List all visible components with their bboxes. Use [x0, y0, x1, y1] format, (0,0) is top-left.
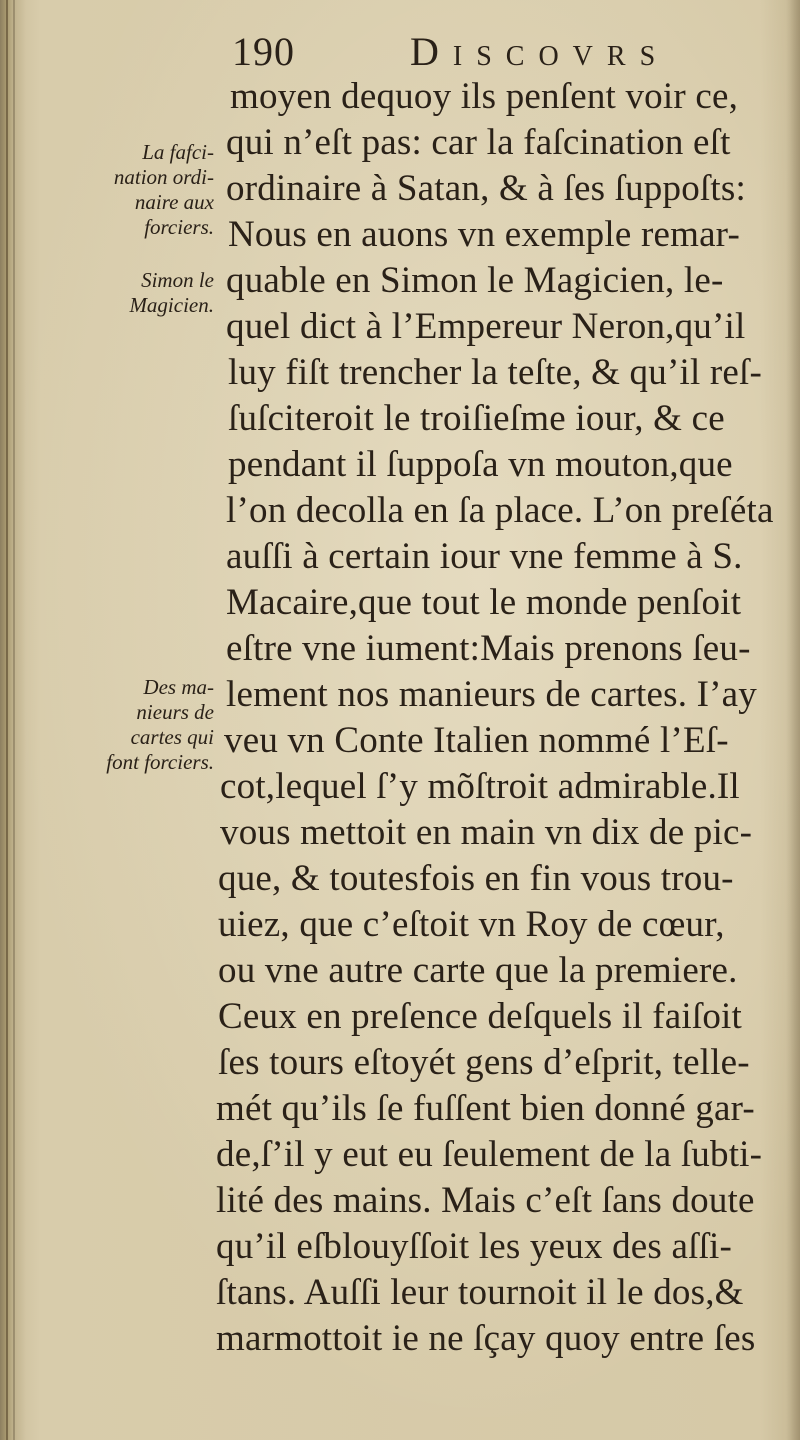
- body-line: Macaire,que tout le monde penſoit: [226, 582, 742, 623]
- body-line: qui n’eſt pas: car la faſcination eſt: [226, 122, 731, 163]
- body-line: ſtans. Auſſi leur tournoit il le dos,&: [216, 1272, 744, 1313]
- margin-note-line: Simon le: [141, 268, 214, 292]
- binding-gutter: [0, 0, 26, 1440]
- body-line: de,ſ’il y eut eu ſeulement de la ſubti-: [216, 1134, 763, 1175]
- body-line: pendant il ſuppoſa vn mouton,que: [228, 444, 733, 485]
- body-line: eſtre vne iument:Mais prenons ſeu-: [226, 628, 751, 669]
- body-line: auſſi à certain iour vne femme à S.: [226, 536, 743, 577]
- body-line: ſuſciteroit le troiſieſme iour, & ce: [228, 398, 725, 439]
- body-line: ou vne autre carte que la premiere.: [218, 950, 738, 991]
- body-line: quable en Simon le Magicien, le-: [226, 260, 724, 301]
- body-line: moyen dequoy ils penſent voir ce,: [230, 76, 739, 117]
- body-line: qu’il eſblouyſſoit les yeux des aſſi-: [216, 1226, 733, 1267]
- margin-note-fascination: [60, 140, 214, 240]
- body-line: lement nos manieurs de cartes. I’ay: [226, 674, 757, 715]
- page-number: 190: [232, 29, 295, 74]
- body-line: Ceux en preſence deſquels il faiſoit: [218, 996, 742, 1037]
- margin-note-line: Des ma-: [143, 675, 214, 699]
- margin-note-line: nation ordi-: [113, 165, 214, 189]
- gutter-line: [6, 0, 8, 1440]
- body-line: marmottoit ie ne ſçay quoy entre ſes: [216, 1318, 756, 1359]
- body-line: luy fiſt trencher la teſte, & qu’il reſ-: [228, 352, 763, 393]
- margin-note-line: Magicien.: [129, 293, 214, 317]
- margin-note-line: nieurs de: [136, 700, 214, 724]
- body-line: mét qu’ils ſe fuſſent bien donné gar-: [216, 1088, 755, 1129]
- body-line: veu vn Conte Italien nommé l’Eſ-: [224, 720, 729, 761]
- body-line: l’on decolla en ſa place. L’on preſéta: [226, 490, 774, 531]
- body-line: ordinaire à Satan, & à ſes ſuppoſts:: [226, 168, 746, 209]
- body-line: cot,lequel ſ’y mõſtroit admirable.Il: [220, 766, 740, 807]
- margin-note-line: forciers.: [144, 215, 214, 239]
- body-line: quel dict à l’Empereur Neron,qu’il: [226, 306, 746, 347]
- body-line: Nous en auons vn exemple remar-: [228, 214, 740, 255]
- gutter-line: [13, 0, 15, 1440]
- margin-note-line: font forciers.: [106, 750, 214, 774]
- body-line: uiez, que c’eſtoit vn Roy de cœur,: [218, 904, 725, 945]
- body-line: vous mettoit en main vn dix de pic-: [220, 812, 753, 853]
- body-line: ſes tours eſtoyét gens d’eſprit, telle-: [218, 1042, 750, 1083]
- page-edge-shadow: [786, 0, 800, 1440]
- margin-note-line: La fafci-: [142, 140, 214, 164]
- body-line: que, & toutesfois en fin vous trou-: [218, 858, 734, 899]
- body-line: lité des mains. Mais c’eſt ſans doute: [216, 1180, 755, 1221]
- margin-note-card-players: [60, 675, 214, 775]
- margin-note-simon: [60, 268, 214, 318]
- margin-note-line: cartes qui: [130, 725, 214, 749]
- running-title: Discovrs: [410, 29, 670, 74]
- margin-note-line: naire aux: [134, 190, 214, 214]
